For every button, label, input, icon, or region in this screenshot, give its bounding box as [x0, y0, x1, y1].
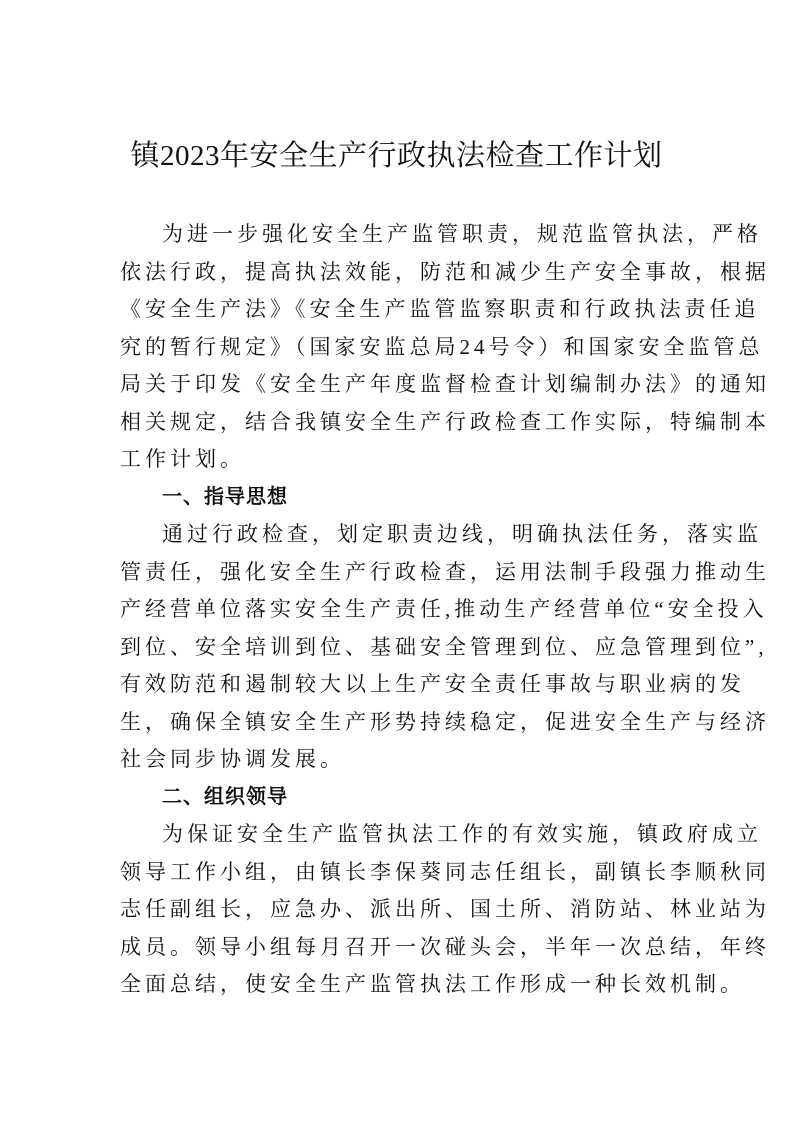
section-paragraph	[120, 516, 770, 779]
text-line: 《安全生产法》《安全生产监管监察职责和行政执法责任追	[120, 297, 760, 321]
intro-paragraph	[120, 216, 770, 479]
text-line: 局关于印发《安全生产年度监督检查计划编制办法》的通知	[120, 372, 770, 396]
text-line: 为进一步强化安全生产监管职责，规范监管执法，严格	[162, 222, 762, 246]
text-line: 社会同步协调发展。	[120, 747, 345, 771]
text-line: 依法行政，提高执法效能，防范和减少生产安全事故，根据	[120, 259, 770, 284]
text-line: 成员。领导小组每月召开一次碰头会，半年一次总结，年终	[120, 934, 770, 959]
text-line: 到位、安全培训到位、基础安全管理到位、应急管理到位”,	[120, 634, 768, 659]
text-line: 全面总结，使安全生产监管执法工作形成一种长效机制。	[120, 972, 745, 996]
text-line: 志任副组长，应急办、派出所、国土所、消防站、林业站为	[120, 897, 770, 921]
section-heading-organization: 二、组织领导	[162, 785, 288, 808]
text-line: 管责任，强化安全生产行政检查，运用法制手段强力推动生	[120, 559, 770, 584]
text-line: 产经营单位落实安全生产责任,推动生产经营单位“安全投入	[120, 597, 768, 621]
document-title: 镇2023年安全生产行政执法检查工作计划	[130, 140, 663, 172]
section-heading-guiding-ideology: 一、指导思想	[162, 485, 288, 508]
section-paragraph	[120, 816, 770, 1004]
text-line: 工作计划。	[120, 447, 245, 471]
text-line: 为保证安全生产监管执法工作的有效实施，镇政府成立	[162, 822, 762, 846]
text-line: 生，确保全镇安全生产形势持续稳定，促进安全生产与经济	[120, 709, 770, 734]
text-line: 相关规定，结合我镇安全生产行政检查工作实际，特编制本	[120, 409, 770, 434]
text-line: 有效防范和遏制较大以上生产安全责任事故与职业病的发	[120, 672, 745, 696]
text-line: 领导工作小组，由镇长李保葵同志任组长，副镇长李顺秋同	[120, 859, 770, 884]
document-body	[120, 216, 770, 1004]
text-line: 通过行政检查，划定职责边线，明确执法任务，落实监	[162, 522, 762, 546]
text-line: 究的暂行规定》（国家安监总局24号令）和国家安全监管总	[120, 334, 764, 359]
